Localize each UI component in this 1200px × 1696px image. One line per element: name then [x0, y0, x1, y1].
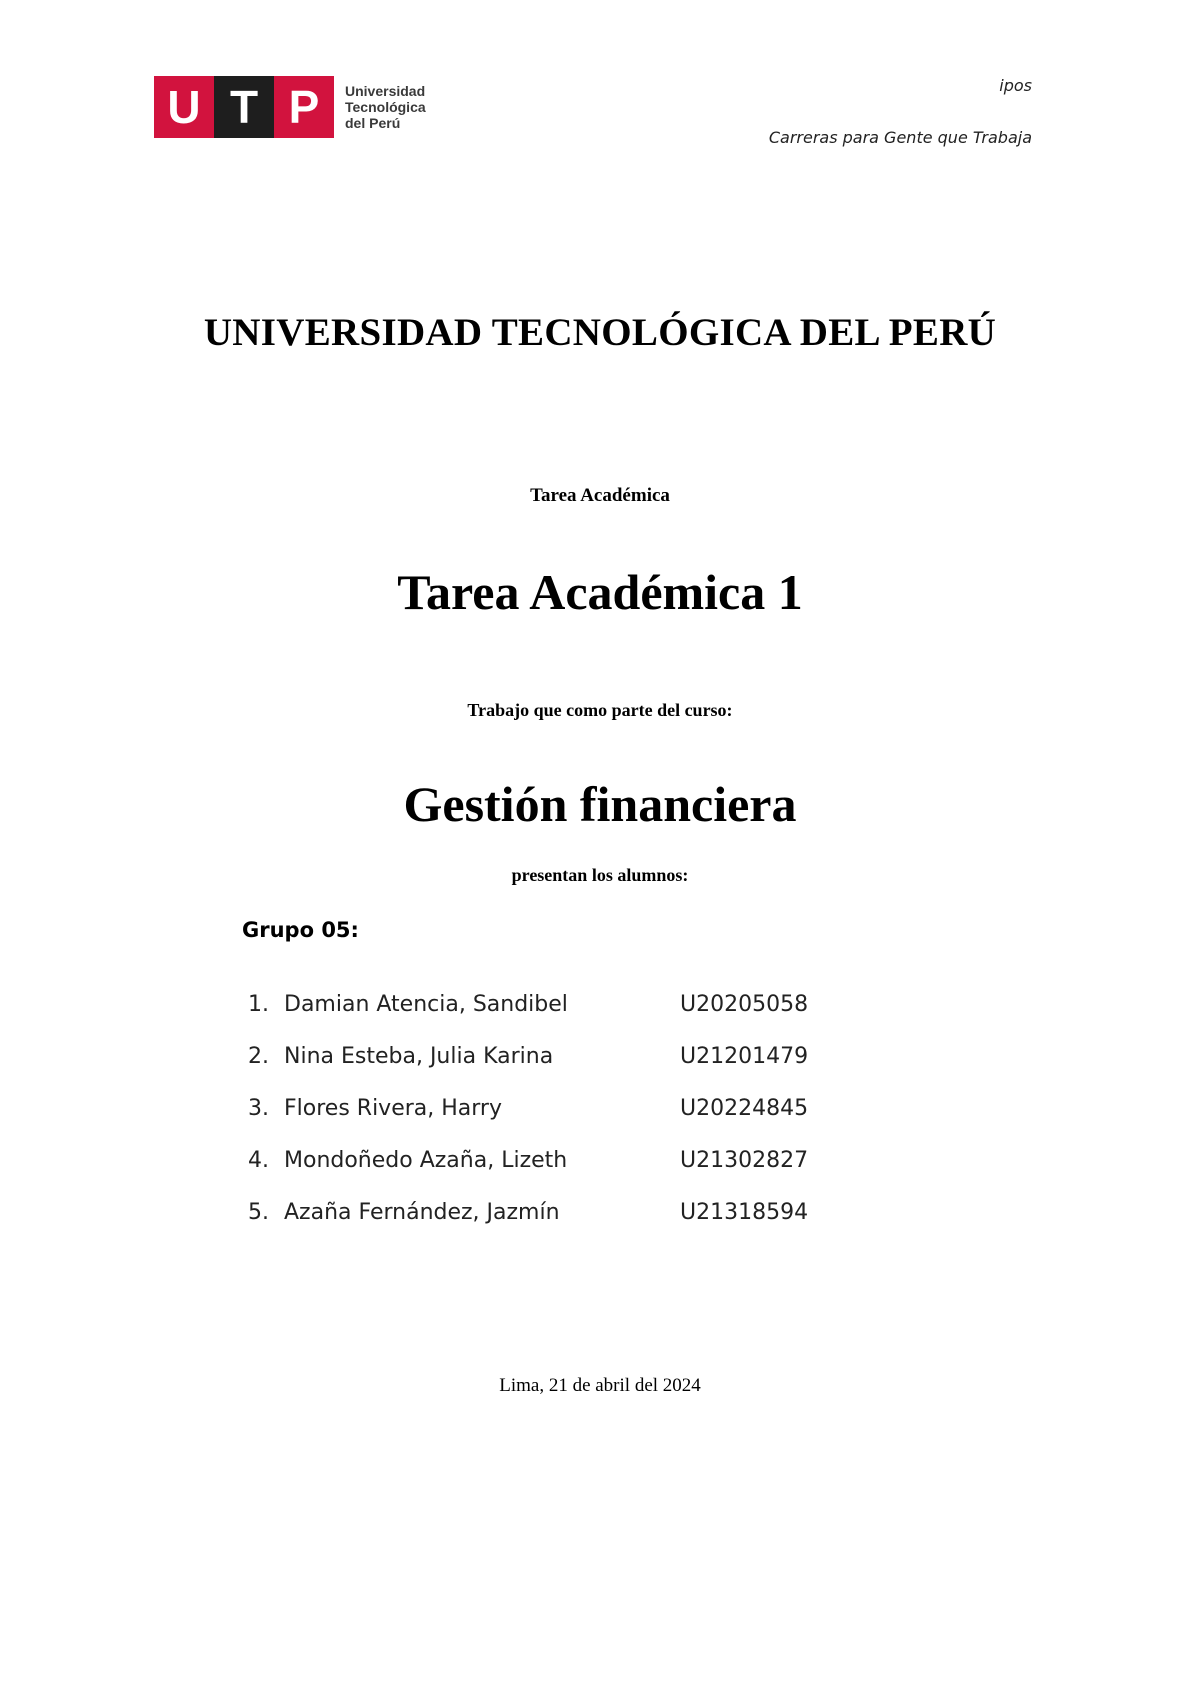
- header-motto: Carreras para Gente que Trabaja: [768, 128, 1032, 147]
- student-name: Damian Atencia, Sandibel: [284, 991, 568, 1017]
- group-title: Grupo 05:: [242, 918, 359, 942]
- page-header: [769, 76, 1032, 148]
- student-list: [248, 978, 840, 1238]
- student-code: U21302827: [680, 1147, 809, 1173]
- student-number: 2.: [248, 1043, 269, 1069]
- logo-letter-p: P: [274, 76, 334, 138]
- task-label: Tarea Académica: [530, 485, 670, 506]
- logo-text: [345, 83, 426, 131]
- student-code: U20205058: [680, 991, 809, 1017]
- student-code: U21201479: [680, 1043, 809, 1069]
- course-label: Trabajo que como parte del curso:: [467, 700, 733, 720]
- logo-text-line: del Perú: [345, 115, 401, 131]
- task-title: Tarea Académica 1: [397, 564, 803, 620]
- student-number: 5.: [248, 1199, 269, 1225]
- student-row: [248, 1134, 840, 1186]
- students-label: presentan los alumnos:: [511, 865, 689, 885]
- logo-text-line: Universidad: [345, 83, 426, 99]
- student-name: Azaña Fernández, Jazmín: [284, 1199, 560, 1225]
- university-title: UNIVERSIDAD TECNOLÓGICA DEL PERÚ: [203, 311, 997, 354]
- course-name: Gestión financiera: [403, 776, 797, 832]
- student-number: 4.: [248, 1147, 269, 1173]
- logo-letter-u: U: [154, 76, 214, 138]
- document-date: Lima, 21 de abril del 2024: [499, 1375, 701, 1396]
- logo-letter-t: T: [214, 76, 274, 138]
- student-row: [248, 1030, 840, 1082]
- student-number: 1.: [248, 991, 269, 1017]
- student-row: [248, 978, 840, 1030]
- header-top-text: ipos: [999, 76, 1032, 95]
- student-code: U21318594: [680, 1199, 809, 1225]
- student-name: Mondoñedo Azaña, Lizeth: [284, 1147, 568, 1173]
- student-name: Flores Rivera, Harry: [284, 1095, 502, 1121]
- student-row: [248, 1082, 840, 1134]
- logo-text-line: Tecnológica: [345, 99, 426, 115]
- student-code: U20224845: [680, 1095, 809, 1121]
- student-row: [248, 1186, 840, 1238]
- utp-logo: [154, 76, 426, 138]
- student-name: Nina Esteba, Julia Karina: [284, 1043, 554, 1069]
- student-number: 3.: [248, 1095, 269, 1121]
